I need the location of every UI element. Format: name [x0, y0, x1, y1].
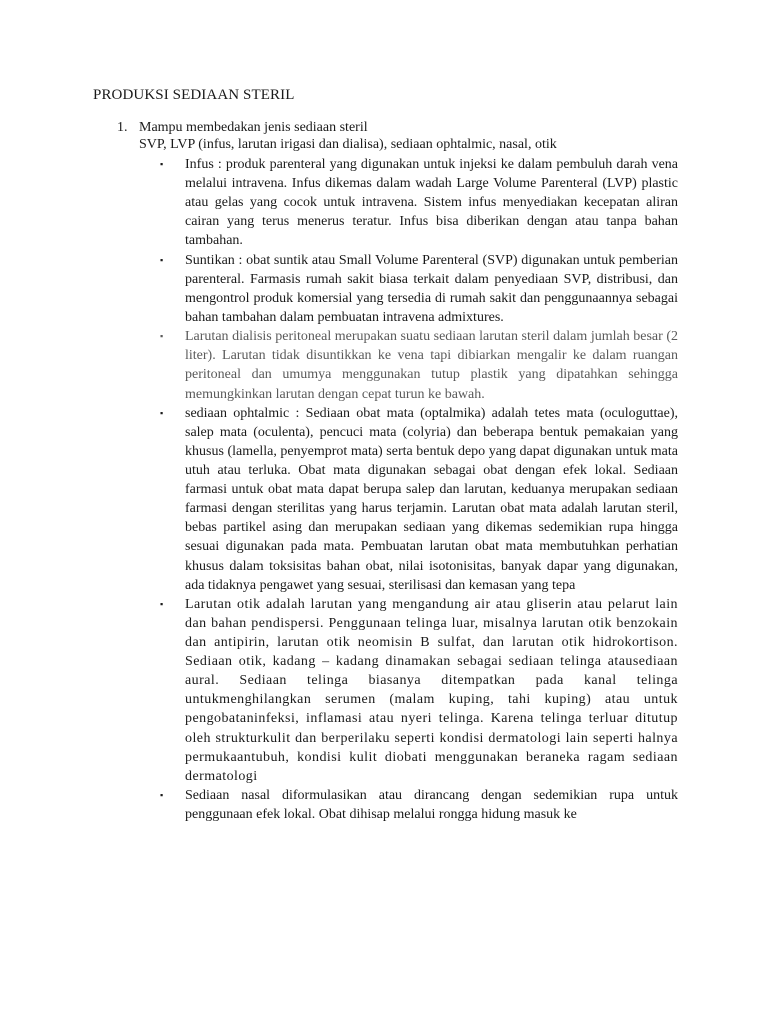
bullet-square-icon: ▪	[160, 254, 164, 265]
bullet-square-icon: ▪	[160, 790, 164, 801]
bullet-text: Larutan dialisis peritoneal merupakan suatu sediaan larutan steril dalam jumlah besar (2 liter). Larutan tidak disuntikkan ke vena tapi dibiarkan mengalir ke dalam ruangan peritoneal dan umumya menggunakan tutup plastik yang dipatahkan sehingga memungkinkan larutan dengan cepat turun ke bawah.	[185, 329, 678, 402]
bullet-text: Suntikan : obat suntik atau Small Volume Parenteral (SVP) digunakan untuk pemberian parenteral. Farmasis rumah sakit biasa terkait dalam penyediaan SVP, distribusi, dan mengontrol produk komersial yang tersedia di rumah sakit dan penggunaannya sebagai bahan tambahan dalam pembuatan intravena admixtures.	[185, 252, 678, 325]
bullet-ophtalmic	[160, 404, 678, 595]
bullet-otik	[160, 595, 678, 786]
list-item-subheading: SVP, LVP (infus, larutan irigasi dan dialisa), sediaan ophtalmic, nasal, otik	[139, 137, 557, 152]
list-number: 1.	[117, 120, 128, 135]
bullet-list	[160, 155, 678, 824]
list-item-heading: Mampu membedakan jenis sediaan steril	[139, 120, 368, 135]
bullet-text: Larutan otik adalah larutan yang mengandung air atau gliserin atau pelarut lain dan bahan pendispersi. Penggunaan telinga luar, misalnya larutan otik benzokain dan antipirin, larutan otik neomisin B sulfat, dan larutan otik hidrokortison. Sediaan otik, kadang – kadang dinamakan sebagai sediaan telinga atausediaan aural. Sediaan telinga biasanya ditempatkan pada kanal telinga untukmenghilangkan serumen (malam kuping, tahi kuping) atau untuk pengobataninfeksi, inflamasi atau nyeri telinga. Karena telinga terluar ditutup oleh strukturkulit dan berperilaku seperti kondisi dermatologi lain seperti halnya permukaantubuh, kondisi kulit diobati menggunakan beraneka ragam sediaan dermatologi	[185, 596, 678, 784]
bullet-nasal	[160, 786, 678, 824]
page-title: PRODUKSI SEDIAAN STERIL	[93, 87, 295, 103]
bullet-square-icon: ▪	[160, 598, 164, 609]
bullet-square-icon: ▪	[160, 159, 164, 169]
bullet-square-icon: ▪	[160, 331, 164, 342]
bullet-text: Sediaan nasal diformulasikan atau dirancang dengan sedemikian rupa untuk penggunaan efek lokal. Obat dihisap melalui rongga hidung masuk ke	[185, 788, 678, 823]
bullet-suntikan	[160, 251, 678, 327]
bullet-text: sediaan ophtalmic : Sediaan obat mata (optalmika) adalah tetes mata (oculoguttae), salep mata (oculenta), pencuci mata (colyria) dan beberapa bentuk pemakaian yang khusus (lamella, penyemprot mata) serta bentuk depo yang dapat digunakan untuk mata utuh atau terluka. Obat mata digunakan sebagai obat dengan efek lokal. Sediaan farmasi untuk obat mata dapat berupa salep dan larutan, keduanya merupakan sediaan farmasi dengan sterilitas yang harus terjamin. Larutan obat mata adalah larutan steril, bebas partikel asing dan merupakan sediaan yang dikemas sedemikian rupa hingga sesuai digunakan pada mata. Pembuatan larutan obat mata membutuhkan perhatian khusus dalam toksisitas bahan obat, nilai isotonisitas, banyak dapar yang digunakan, ada tidaknya pengawet yang sesuai, sterilisasi dan kemasan yang tepa	[185, 405, 678, 593]
bullet-text: Infus : produk parenteral yang digunakan untuk injeksi ke dalam pembuluh darah vena melalui intravena. Infus dikemas dalam wadah Large Volume Parenteral (LVP) plastic atau gelas yang cocok untuk intravena. Sistem infus menyediakan kecepatan aliran cairan yang terus menerus teratur. Infus bisa diberikan dengan atau tanpa bahan tambahan.	[185, 157, 678, 249]
bullet-infus	[160, 155, 678, 250]
bullet-dialisis	[160, 327, 678, 403]
bullet-square-icon: ▪	[160, 407, 164, 418]
